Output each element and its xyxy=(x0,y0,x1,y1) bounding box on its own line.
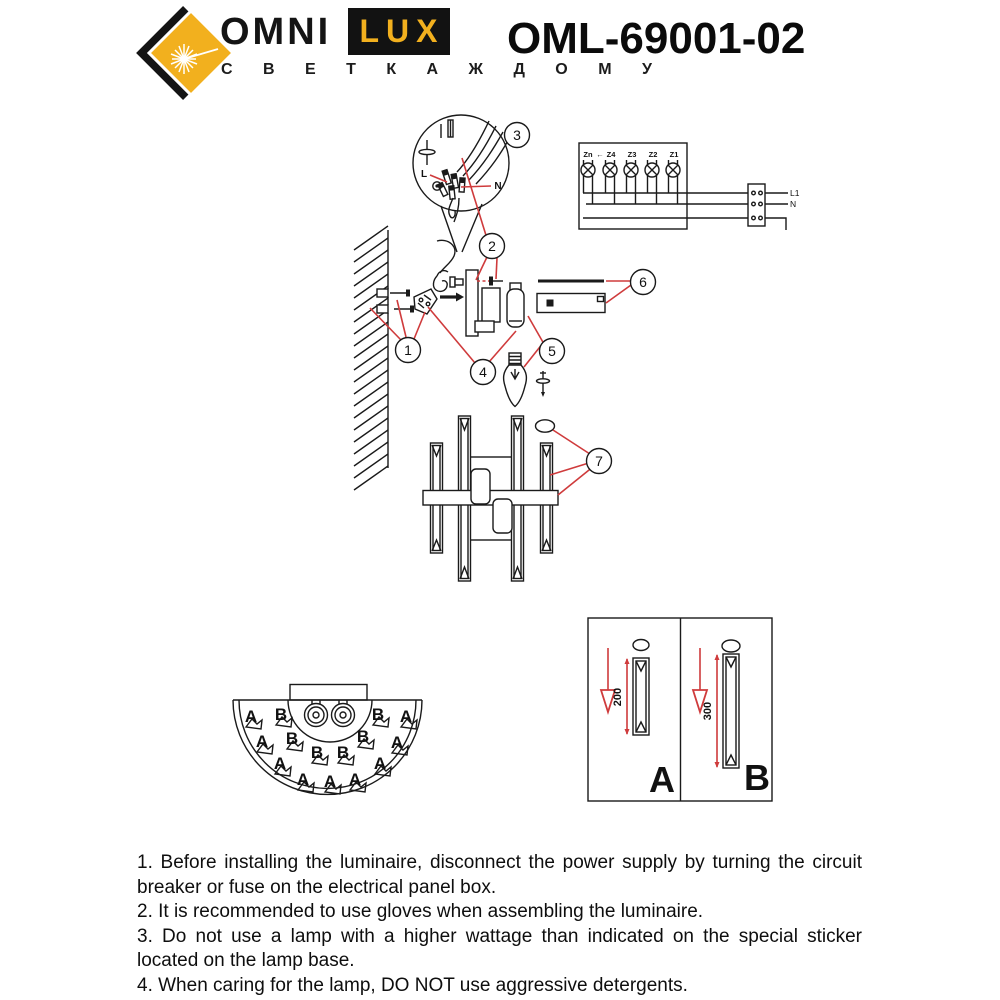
dimension-a xyxy=(612,658,630,735)
lamp-socket-icon xyxy=(332,700,355,727)
svg-text:5: 5 xyxy=(548,343,556,359)
bolt-icon xyxy=(450,277,455,287)
callout-4 xyxy=(471,360,496,385)
crystal-pendant-a xyxy=(633,658,649,735)
hanging-wire-icon xyxy=(437,240,455,273)
pendant-letter: B xyxy=(274,705,288,724)
pendant-letter: A xyxy=(399,707,413,726)
crystal-frame-assembly xyxy=(423,416,594,581)
screw-icon xyxy=(390,290,410,297)
pendant-letter: A xyxy=(373,754,387,773)
crystal-size-panels xyxy=(588,618,772,801)
canopy-body xyxy=(482,288,500,322)
pendant-letter: B xyxy=(310,743,324,762)
line-label-n: N xyxy=(790,199,797,209)
dimension-value: 200 xyxy=(612,687,624,707)
svg-text:6: 6 xyxy=(639,274,647,290)
panel-a-label: A xyxy=(649,759,675,800)
svg-text:Z1: Z1 xyxy=(669,150,679,159)
mounting-hardware xyxy=(390,289,464,314)
svg-text:Z2: Z2 xyxy=(648,150,658,159)
pendant-markers xyxy=(245,705,417,794)
dimension-b xyxy=(702,654,720,768)
brand-lux-text: LUX xyxy=(359,13,445,49)
mounting-bracket-icon xyxy=(414,289,437,314)
pendant-layout-diagram xyxy=(233,685,422,795)
bus-wires xyxy=(583,193,748,218)
lamp-socket-icon xyxy=(305,700,328,727)
instruction-item: 3. Do not use a lamp with a higher wattage than indicated on the special sticker located on the lamp base. xyxy=(137,925,862,971)
model-number: OML-69001-02 xyxy=(507,14,806,63)
svg-text:3: 3 xyxy=(513,127,521,143)
svg-text:7: 7 xyxy=(595,453,603,469)
pendant-letter: A xyxy=(296,770,310,789)
lamp-symbols xyxy=(581,163,680,177)
callout-7 xyxy=(587,449,612,474)
callout-2 xyxy=(480,234,505,259)
screw-icon xyxy=(394,306,414,313)
canopy-assembly xyxy=(433,240,524,336)
lamp-cover xyxy=(493,499,512,533)
panel-b xyxy=(693,640,770,798)
pendant-letter: A xyxy=(255,732,269,751)
svg-text:Z4: Z4 xyxy=(606,150,616,159)
svg-text:2: 2 xyxy=(488,238,496,254)
instruction-item: 4. When caring for the lamp, DO NOT use aggressive detergents. xyxy=(137,974,688,996)
left-arrow-icon: ← xyxy=(596,150,604,159)
panel-b-label: B xyxy=(744,757,770,798)
pendant-letter: A xyxy=(390,733,404,752)
wall-hatching xyxy=(354,226,388,490)
drill-hole xyxy=(377,289,388,297)
plate-screw-icon xyxy=(477,277,503,286)
svg-text:Z3: Z3 xyxy=(627,150,637,159)
brand-tagline: С В Е Т К А Ж Д О М У xyxy=(221,61,660,78)
svg-text:Zn: Zn xyxy=(583,150,593,159)
safety-instructions xyxy=(137,851,862,998)
line-label-l1: L1 xyxy=(790,188,800,198)
hanging-ring-icon xyxy=(536,420,555,432)
terminal-block xyxy=(748,184,765,226)
ring-icon xyxy=(633,640,649,651)
ring-icon xyxy=(722,640,740,652)
dimension-value: 300 xyxy=(702,701,714,721)
hook-icon xyxy=(433,271,448,292)
pendant-letter: A xyxy=(323,772,337,791)
wall-section xyxy=(354,226,388,490)
pendant-letter: B xyxy=(371,705,385,724)
pendant-letter: A xyxy=(273,754,287,773)
instruction-item: 1. Before installing the luminaire, disconnect the power supply by turning the circuit breaker or fuse on the electrical panel box. xyxy=(137,852,862,898)
candle-bulb-icon xyxy=(504,353,527,407)
crystal-pendant-b xyxy=(723,654,739,768)
svg-text:4: 4 xyxy=(479,364,487,380)
bolt-icon xyxy=(448,120,453,137)
pendant-letter: A xyxy=(348,770,362,789)
callout-6 xyxy=(631,270,656,295)
decorative-rods xyxy=(537,281,605,313)
pendant-letter: B xyxy=(336,743,350,762)
lamp-cover xyxy=(471,469,490,504)
instruction-item: 2. It is recommended to use gloves when assembling the luminaire. xyxy=(137,901,704,922)
callout-1 xyxy=(396,338,421,363)
direction-arrow-icon xyxy=(440,293,464,302)
circuit-diagram xyxy=(579,143,800,230)
callout-3 xyxy=(505,123,530,148)
wiring-detail-balloon xyxy=(413,115,509,252)
wire-label-l: L xyxy=(420,169,428,180)
svg-text:1: 1 xyxy=(404,342,412,358)
wire-label-n: N xyxy=(494,181,502,192)
small-screw-icon xyxy=(537,371,550,397)
brand-name: OMNI xyxy=(220,11,332,53)
pendant-letter: B xyxy=(356,727,370,746)
lamp-labels xyxy=(583,150,678,159)
drill-hole xyxy=(377,305,388,313)
panel-a xyxy=(601,640,675,801)
mount-box xyxy=(290,685,367,701)
callout-5 xyxy=(540,339,565,364)
pendant-letter: B xyxy=(285,729,299,748)
pendant-letter: A xyxy=(244,707,258,726)
